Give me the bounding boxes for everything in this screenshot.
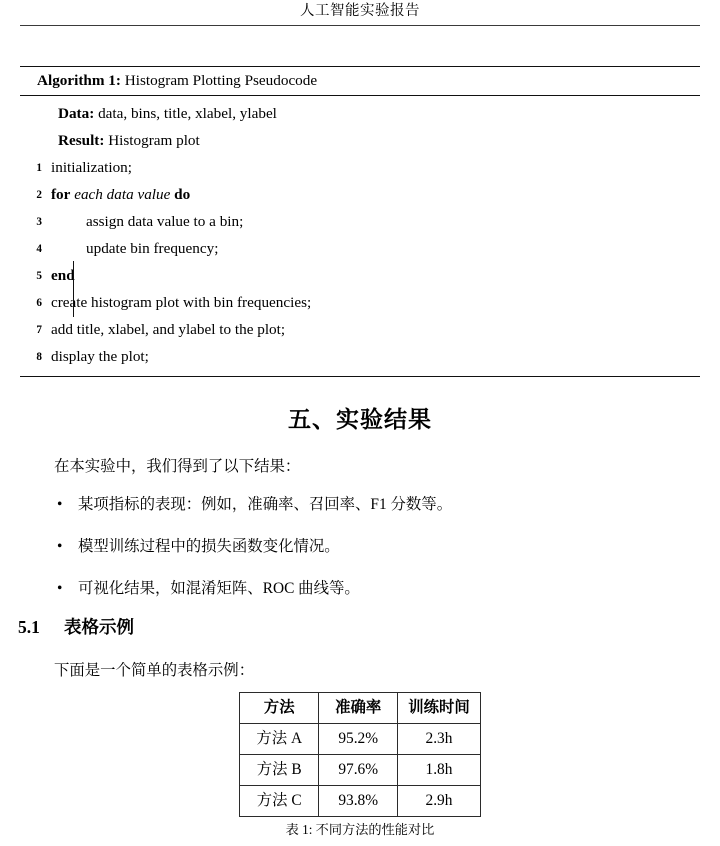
section-heading: 五、实验结果	[288, 407, 432, 432]
bullet-marker-icon: •	[57, 538, 63, 555]
algorithm-bottom-rule	[20, 376, 700, 377]
list-item	[54, 576, 674, 602]
algorithm-line	[20, 181, 700, 208]
table-container	[0, 692, 720, 817]
algorithm-line	[20, 262, 700, 289]
algorithm-statement: display the plot;	[51, 348, 149, 365]
table-cell: 95.2%	[319, 724, 398, 755]
algorithm-line-code	[20, 181, 700, 208]
algorithm-keyword: for	[51, 186, 71, 203]
page-title: 人工智能实验报告	[300, 3, 420, 19]
algorithm-statement: initialization;	[51, 159, 132, 176]
subsection-number: 5.1	[18, 617, 40, 637]
algorithm-line-code	[20, 289, 700, 316]
algorithm-data-value: data, bins, title, xlabel, ylabel	[98, 105, 277, 122]
table-caption: 表 1: 不同方法的性能对比	[285, 822, 435, 837]
algorithm-loop-expression: each data value	[74, 186, 171, 203]
algorithm-line-number: 6	[36, 297, 42, 309]
loop-indent-guide	[73, 261, 74, 317]
table-column-header: 准确率	[319, 693, 398, 724]
algorithm-data-line	[20, 100, 700, 127]
algorithm-line-number: 1	[36, 162, 42, 174]
list-item-label: 某项指标的表现：例如，准确率、召回率、F1 分数等。	[78, 496, 453, 513]
header-rule	[20, 25, 700, 26]
algorithm-line-number: 2	[36, 189, 42, 201]
table-cell: 2.9h	[398, 786, 481, 817]
algorithm-statement: create histogram plot with bin frequencies;	[51, 294, 312, 311]
algorithm-line	[20, 289, 700, 316]
algorithm-line-number: 8	[36, 351, 42, 363]
algorithm-line	[20, 208, 700, 235]
algorithm-line-number: 7	[36, 324, 42, 336]
algorithm-data-label: Data:	[58, 105, 95, 122]
table-row	[240, 755, 481, 786]
table-column-header: 方法	[240, 693, 319, 724]
algorithm-line	[20, 235, 700, 262]
algorithm-line-code	[20, 316, 700, 343]
table-cell: 1.8h	[398, 755, 481, 786]
table-body	[240, 724, 481, 817]
results-bullet-list	[54, 492, 674, 618]
table-row	[240, 786, 481, 817]
algorithm-line	[20, 316, 700, 343]
results-table	[239, 692, 481, 817]
bullet-marker-icon: •	[57, 496, 63, 513]
algorithm-line-number: 4	[36, 243, 42, 255]
algorithm-line-code	[20, 208, 700, 235]
algorithm-statement: assign data value to a bin;	[86, 213, 244, 230]
algorithm-line-code	[20, 154, 700, 181]
table-cell: 方法 A	[240, 724, 319, 755]
table-cell: 93.8%	[319, 786, 398, 817]
subsection-heading	[18, 614, 134, 640]
table-head	[240, 693, 481, 724]
algorithm-line	[20, 154, 700, 181]
list-item	[54, 492, 674, 518]
algorithm-keyword-tail: do	[174, 186, 191, 203]
algorithm-caption: Histogram Plotting Pseudocode	[124, 72, 318, 89]
table-column-header: 训练时间	[398, 693, 481, 724]
list-item-label: 模型训练过程中的损失函数变化情况。	[78, 538, 340, 555]
algorithm-body	[20, 96, 700, 376]
algorithm-result-value: Histogram plot	[108, 132, 200, 149]
algorithm-line-number: 5	[36, 270, 42, 282]
algorithm-line	[20, 343, 700, 370]
algorithm-line-code	[20, 343, 700, 370]
bullet-marker-icon: •	[57, 580, 63, 597]
page-header	[0, 0, 720, 22]
algorithm-title	[20, 67, 700, 95]
algorithm-label: Algorithm 1:	[37, 72, 121, 89]
results-intro-paragraph: 在本实验中，我们得到了以下结果：	[54, 458, 301, 475]
subsection-title: 表格示例	[64, 617, 134, 637]
table-cell: 方法 C	[240, 786, 319, 817]
list-item	[54, 534, 674, 560]
table-row	[240, 724, 481, 755]
algorithm-statement: add title, xlabel, and ylabel to the plot;	[51, 321, 286, 338]
table-header-row	[240, 693, 481, 724]
algorithm-line-code	[20, 262, 700, 289]
algorithm-block	[20, 66, 700, 377]
table-cell: 97.6%	[319, 755, 398, 786]
table-intro-paragraph: 下面是一个简单的表格示例：	[54, 662, 255, 679]
table-cell: 方法 B	[240, 755, 319, 786]
algorithm-result-label: Result:	[58, 132, 105, 149]
algorithm-keyword: end	[51, 267, 75, 284]
algorithm-line-number: 3	[36, 216, 42, 228]
algorithm-line-code	[20, 235, 700, 262]
list-item-label: 可视化结果，如混淆矩阵、ROC 曲线等。	[78, 580, 360, 597]
algorithm-statement: update bin frequency;	[86, 240, 219, 257]
algorithm-result-line	[20, 127, 700, 154]
table-cell: 2.3h	[398, 724, 481, 755]
algorithm-line-list	[20, 154, 700, 370]
